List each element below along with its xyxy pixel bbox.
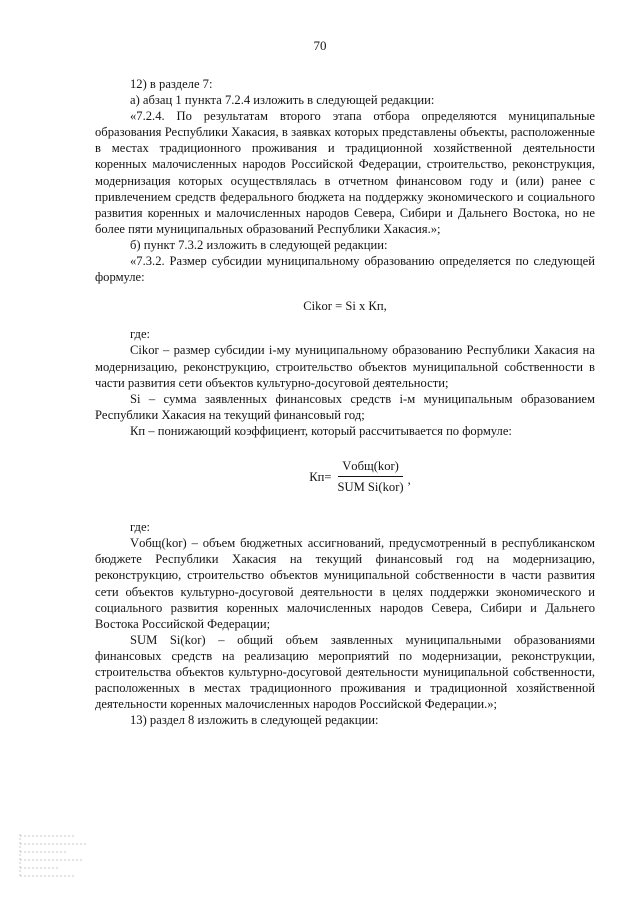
definition-sum-si: SUM Si(kor) – общий объем заявленных муниципальными образованиями финансовых средств на реализацию мероприятий по модернизации, реконструкции, строительства объектов культурно-досуговой деятельности муниципальной собственности, расположенных в местах традиционного проживания и традиционной хозяйственной деятельности коренных малочисленных народов Российской Федерации.»; (95, 632, 595, 712)
paragraph-7-3-2: «7.3.2. Размер субсидии муниципальному образованию определяется по следующей формуле: (95, 254, 595, 285)
definition-kp: Кп – понижающий коэффициент, который рассчитывается по формуле: (130, 423, 512, 438)
page-number: 70 (313, 38, 327, 53)
formula-kp-comma: , (407, 472, 411, 487)
formula-kp-fraction (333, 458, 407, 495)
paragraph-item-b: б) пункт 7.3.2 изложить в следующей редакции: (130, 237, 388, 252)
formula-kp-numerator: Vобщ(kor) (338, 458, 403, 477)
where-label-1: где: (130, 327, 151, 342)
formula-kp-lhs: Кп= (309, 469, 332, 484)
paragraph-item-a: а) абзац 1 пункта 7.2.4 изложить в следующей редакции: (130, 93, 435, 108)
definition-cikor: Cikor – размер субсидии i-му муниципальному образованию Республики Хакасия на модернизацию, реконструкцию, строительство объектов муниципальной собственности в части развития сети объектов культурно-досуговой деятельности; (95, 343, 595, 390)
paragraph-section-13: 13) раздел 8 изложить в следующей редакции: (130, 713, 379, 728)
formula-kp (125, 458, 595, 495)
definition-vobsch: Vобщ(kor) – объем бюджетных ассигнований, предусмотренный в республиканском бюджете Республики Хакасия на текущий финансовый год на модернизацию, реконструкцию, строительство объектов муниципальной собственности в части развития сети объектов культурно-досуговой деятельности в целях поддержки экономического и социального развития коренных малочисленных народов Севера, Сибири и Дальнего Востока Российской Федерации; (95, 536, 595, 631)
paragraph-section-12: 12) в разделе 7: (130, 77, 213, 91)
definition-si: Si – сумма заявленных финансовых средств i-м муниципальным образованием Республики Хакасия на текущий финансовый год; (95, 391, 595, 422)
faint-stamp (18, 832, 116, 882)
formula-cikor: Cikor = Si x Кп, (303, 299, 387, 314)
where-label-2: где: (130, 520, 151, 535)
formula-kp-denominator: SUM Si(kor) (337, 480, 404, 495)
paragraph-7-2-4: «7.2.4. По результатам второго этапа отбора определяются муниципальные образования Республики Хакасия, в заявках которых представлены объекты, расположенные в местах традиционного проживания и традиционной хозяйственной деятельности коренных малочисленных народов Российской Федерации, строительство, реконструкция, модернизация которых осуществлялась в отчетном финансовом году и (или) ранее с привлечением средств федерального бюджета на поддержку экономического и социального развития коренных и малочисленных народов Севера, Сибири и Дальнего Востока, но не более пяти муниципальных образований Республики Хакасия.»; (95, 109, 595, 236)
document-body (95, 76, 595, 728)
